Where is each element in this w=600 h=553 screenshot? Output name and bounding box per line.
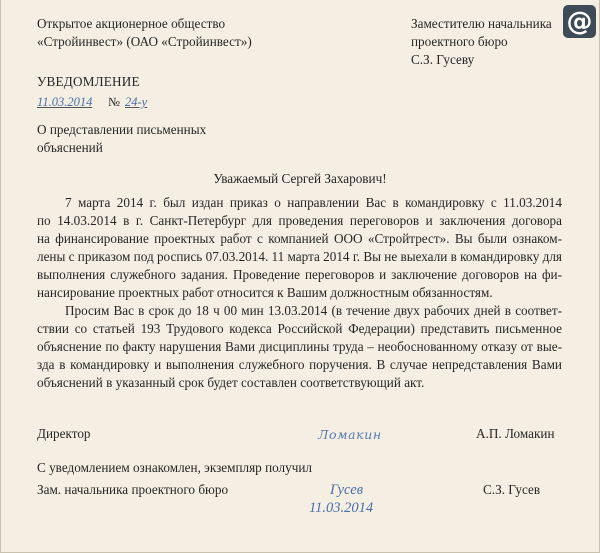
body-line: объяснение по факту нарушения Вами дисциплины труда – необоснованному отказу от вые- xyxy=(37,339,562,354)
at-sign-icon xyxy=(563,5,596,38)
notice-number-label: № xyxy=(108,95,120,109)
body-line: зда в командировку и выполнения служебного поручения. В случае непредставления Вами xyxy=(37,357,562,372)
subject-heading xyxy=(37,121,206,157)
employee-name: С.З. Гусев xyxy=(483,482,541,497)
body-line: нансирование проектных работ относится к Вашим должностным обязанностям. xyxy=(37,285,493,300)
body-line: объяснений в указанный срок будет составлен соответствующий акт. xyxy=(37,375,425,390)
subject-line: объяснений xyxy=(37,140,103,155)
body-line: Просим Вас в срок до 18 ч 00 мин 13.03.2014 (в течение двух рабочих дней в соответ- xyxy=(65,303,562,318)
addressee-line: Заместителю начальника xyxy=(411,16,552,31)
body-line: по 14.03.2014 в г. Санкт-Петербург для проведения переговоров и заключения договора xyxy=(37,213,562,228)
subject-line: О представлении письменных xyxy=(37,122,207,137)
acknowledgement-date: 11.03.2014 xyxy=(309,500,374,516)
addressee-line: проектного бюро xyxy=(411,34,508,49)
employee-position: Зам. начальника проектного бюро xyxy=(37,482,229,497)
notice-title: УВЕДОМЛЕНИЕ xyxy=(37,74,140,89)
director-title: Директор xyxy=(37,426,91,441)
greeting: Уважаемый Сергей Захарович! xyxy=(213,171,387,186)
director-name: А.П. Ломакин xyxy=(476,426,555,441)
organization-name xyxy=(37,15,252,51)
director-signature: Ломакин xyxy=(318,427,382,442)
letter-body xyxy=(37,194,562,392)
addressee-line: С.З. Гусеву xyxy=(411,52,475,67)
body-line: ствии со статьей 193 Трудового кодекса Российской Федерации) представить письменное xyxy=(37,321,562,336)
body-line: на финансирование проектных работ с компанией ООО «Стройтрест». Вы были ознаком- xyxy=(37,231,562,246)
badge-glyph: @ xyxy=(566,6,593,37)
acknowledgement-text: С уведомлением ознакомлен, экземпляр получил xyxy=(37,460,312,475)
organization-line: «Стройинвест» (ОАО «Стройинвест») xyxy=(37,34,252,49)
addressee-block xyxy=(411,15,552,69)
notice-date: 11.03.2014 xyxy=(37,95,93,109)
body-line: лены с приказом под роспись 07.03.2014. 11 марта 2014 г. Вы не выехали в командировку для xyxy=(37,249,562,264)
employee-signature: Гусев xyxy=(330,482,364,498)
notice-number: 24-у xyxy=(125,95,148,109)
organization-line: Открытое акционерное общество xyxy=(37,16,226,31)
body-line: 7 марта 2014 г. был издан приказ о направлении Вас в командировку с 11.03.2014 xyxy=(65,195,562,210)
body-line: выполнения служебного задания. Проведение переговоров и заключение договоров на фи- xyxy=(37,267,562,282)
